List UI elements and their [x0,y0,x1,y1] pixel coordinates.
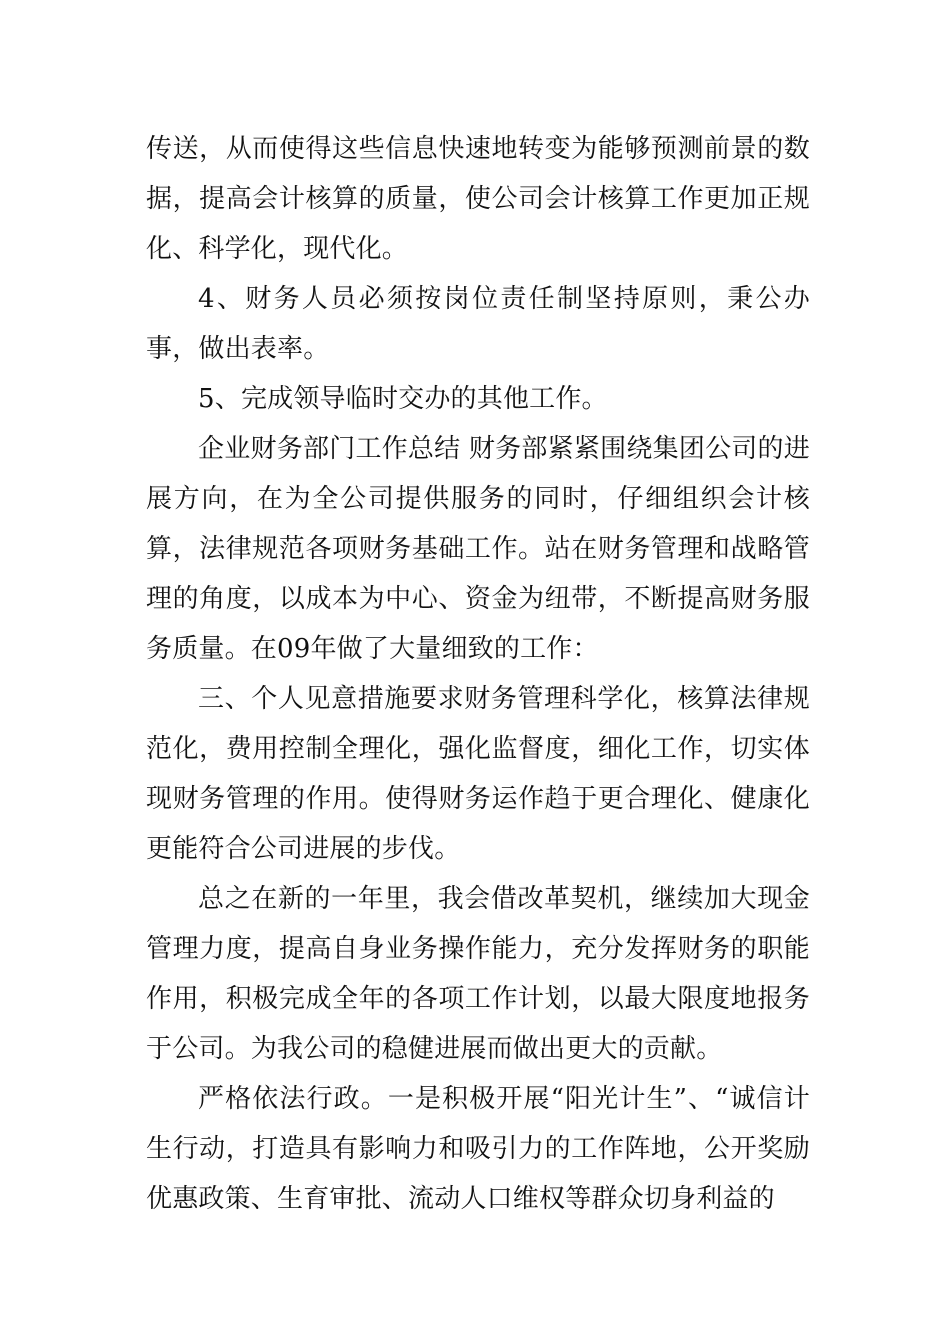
paragraph-conclusion: 总之在新的一年里，我会借改革契机，继续加大现金管理力度，提高自身业务操作能力，充分发挥财务的职能作用，积极完成全年的各项工作计划，以最大限度地报务于公司。为我公司的稳健进展而做出更大的贡献。 [146,884,810,1064]
paragraph-law-admin: 严格依法行政。一是积极开展“阳光计生”、“诚信计生行动，打造具有影响力和吸引力的工作阵地，公开奖励优惠政策、生育审批、流动人口维权等群众切身利益的 [146,1084,810,1214]
paragraph-item-5: 5、完成领导临时交办的其他工作。 [198,384,608,414]
paragraph-continuation: 传送，从而使得这些信息快速地转变为能够预测前景的数据，提高会计核算的质量，使公司会计核算工作更加正规化、科学化，现代化。 [146,134,810,264]
paragraph-summary-intro: 企业财务部门工作总结 财务部紧紧围绕集团公司的进展方向，在为全公司提供服务的同时，仔细组织会计核算，法律规范各项财务基础工作。站在财务管理和战略管理的角度，以成本为中心、资金为纽带，不断提高财务服务质量。在09年做了大量细致的工作： [146,434,810,664]
paragraph-section-three: 三、个人见意措施要求财务管理科学化，核算法律规范化，费用控制全理化，强化监督度，细化工作，切实体现财务管理的作用。使得财务运作趋于更合理化、健康化更能符合公司进展的步伐。 [146,684,810,864]
paragraph-item-4: 4、财务人员必须按岗位责任制坚持原则，秉公办事，做出表率。 [146,284,810,364]
document-body [146,124,810,1224]
